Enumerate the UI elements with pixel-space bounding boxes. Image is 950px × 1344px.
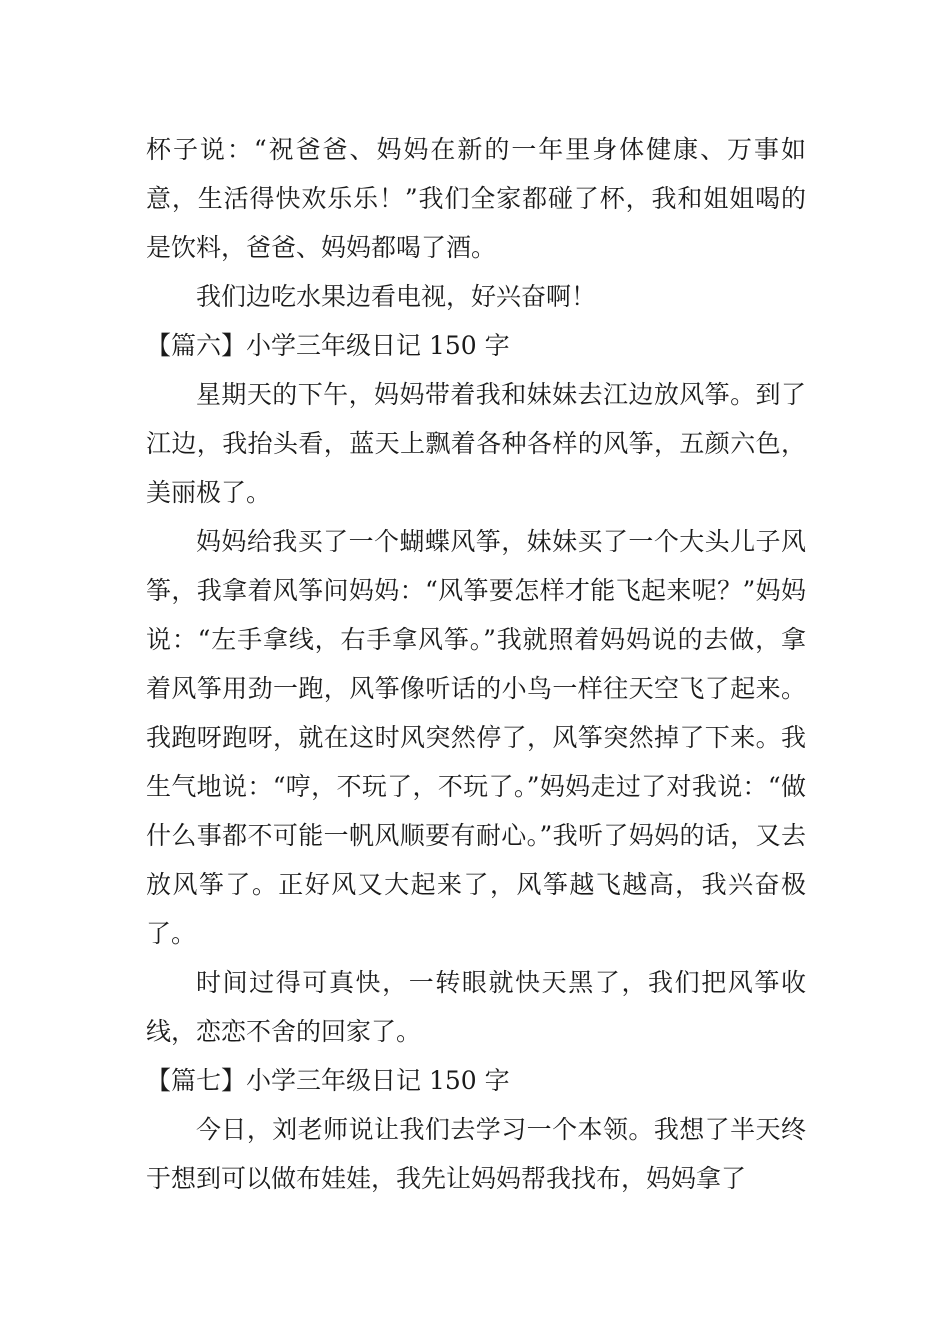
paragraph-truncated: 今日，刘老师说让我们去学习一个本领。我想了半天终于想到可以做布娃娃，我先让妈妈帮我找布，妈妈拿了: [146, 1115, 806, 1193]
document-body: [146, 125, 806, 1203]
paragraph-continued: 杯子说：“祝爸爸、妈妈在新的一年里身体健康、万事如意，生活得快欢乐乐！”我们全家都碰了杯，我和姐姐喝的是饮料，爸爸、妈妈都喝了酒。: [146, 135, 806, 262]
paragraph: 妈妈给我买了一个蝴蝶风筝，妹妹买了一个大头儿子风筝，我拿着风筝问妈妈：“风筝要怎样才能飞起来呢？”妈妈说：“左手拿线，右手拿风筝。”我就照着妈妈说的去做，拿着风筝用劲一跑，风筝像听话的小鸟一样往天空飞了起来。我跑呀跑呀，就在这时风突然停了，风筝突然掉了下来。我生气地说：“哼，不玩了，不玩了。”妈妈走过了对我说：“做什么事都不可能一帆风顺要有耐心。”我听了妈妈的话，又去放风筝了。正好风又大起来了，风筝越飞越高，我兴奋极了。: [146, 527, 806, 948]
section-heading-part-seven: 【篇七】小学三年级日记 150 字: [146, 1066, 510, 1095]
section-heading-part-six: 【篇六】小学三年级日记 150 字: [146, 331, 510, 360]
paragraph: 我们边吃水果边看电视，好兴奋啊！: [196, 282, 597, 311]
paragraph: 星期天的下午，妈妈带着我和妹妹去江边放风筝。到了江边，我抬头看，蓝天上飘着各种各样的风筝，五颜六色，美丽极了。: [146, 380, 806, 507]
paragraph: 时间过得可真快，一转眼就快天黑了，我们把风筝收线，恋恋不舍的回家了。: [146, 968, 806, 1046]
